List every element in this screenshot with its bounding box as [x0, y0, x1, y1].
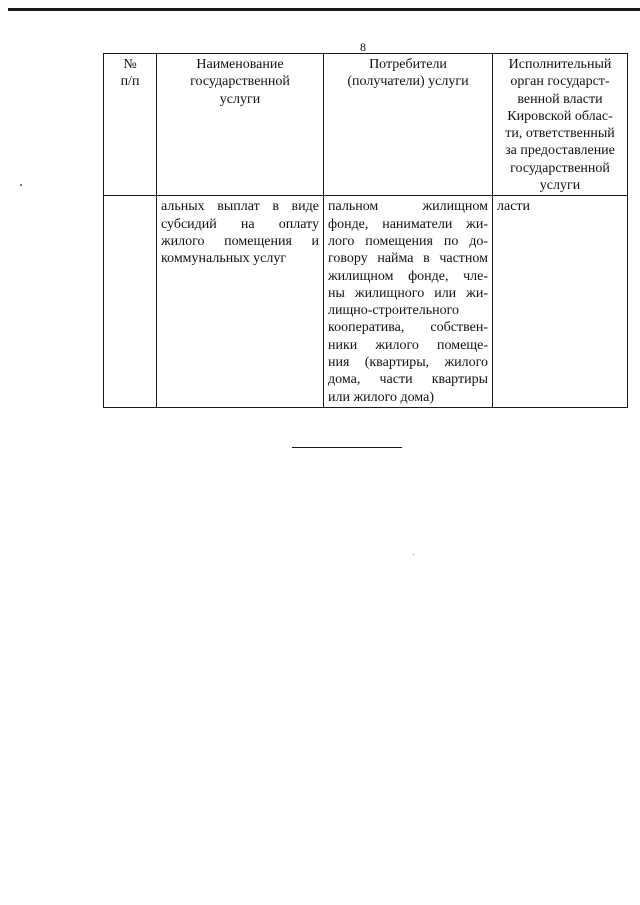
scan-speck — [413, 554, 414, 555]
header-executor-line: государственной — [510, 160, 610, 176]
table-row — [104, 196, 628, 408]
scan-speck — [20, 184, 22, 186]
header-consumers-line: Потребители — [369, 57, 447, 72]
cell-consumers-line: пальном жилищном — [328, 199, 488, 215]
cell-consumers-line: ния (квартиры, жилого — [328, 355, 488, 371]
table-header-row — [104, 54, 628, 196]
cell-consumers — [324, 196, 493, 408]
header-executor — [493, 54, 628, 196]
cell-consumers-line: ники жилого помеще- — [328, 337, 488, 353]
end-of-document-rule — [292, 447, 402, 448]
header-num-line: № — [123, 57, 137, 72]
header-executor-line: за предоставление — [505, 143, 615, 159]
cell-consumers-line: говору найма в частном — [328, 251, 488, 267]
cell-consumers-line: дома, части квартиры — [328, 372, 488, 388]
header-num-line: п/п — [120, 74, 140, 90]
header-executor-line: орган государст- — [510, 74, 610, 90]
cell-consumers-line: лого помещения по до- — [328, 233, 488, 249]
header-name-line: государственной — [190, 74, 290, 90]
top-border-rule — [8, 8, 640, 11]
cell-consumers-line: ны жилищного или жи- — [328, 285, 488, 301]
cell-consumers-line: жилищном фонде, чле- — [328, 268, 488, 284]
services-table — [103, 53, 628, 408]
header-name-line: Наименование — [196, 57, 284, 72]
header-executor-line: венной власти — [517, 91, 603, 107]
cell-executor: ласти — [493, 196, 628, 408]
header-consumers — [324, 54, 493, 196]
cell-consumers-line: лищно-строительного — [328, 303, 459, 319]
cell-name-line: субсидий на оплату — [161, 216, 319, 232]
header-executor-line: Исполнительный — [508, 57, 612, 72]
cell-name-line: коммунальных услуг — [161, 251, 287, 267]
header-consumers-line: (получатели) услуги — [347, 74, 469, 90]
cell-consumers-line: фонде, наниматели жи- — [328, 216, 488, 232]
header-name-line: услуги — [219, 91, 261, 107]
header-executor-line: ти, ответственный — [505, 126, 615, 142]
cell-consumers-line: или жилого дома) — [328, 389, 435, 405]
cell-consumers-line: кооператива, собствен- — [328, 320, 488, 336]
cell-name-line: жилого помещения и — [161, 233, 319, 249]
cell-name-line: альных выплат в виде — [161, 199, 319, 215]
cell-num — [104, 196, 157, 408]
cell-service-name — [157, 196, 324, 408]
header-executor-line: услуги — [539, 178, 581, 194]
header-num — [104, 54, 157, 196]
header-service-name — [157, 54, 324, 196]
page-number: 8 — [360, 40, 366, 54]
header-executor-line: Кировской облас- — [507, 108, 613, 124]
